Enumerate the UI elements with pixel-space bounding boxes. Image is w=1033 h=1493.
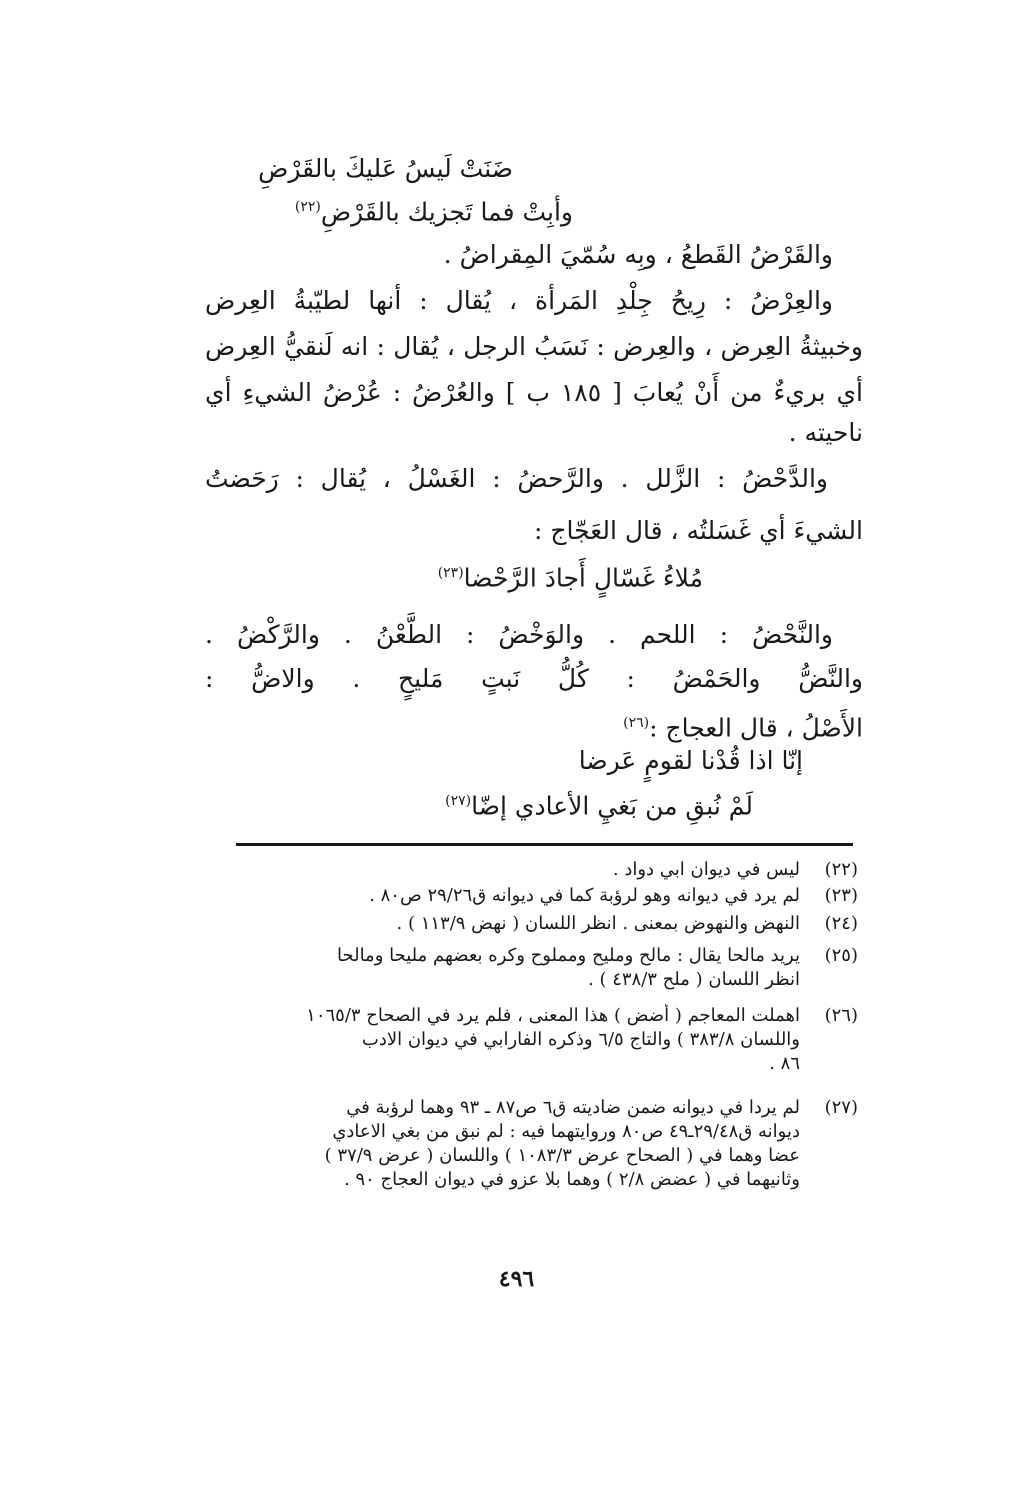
text-line <box>623 706 863 745</box>
text: والقَرْضُ القَطعُ ، وبِه سُمّيَ المِقراضُ . <box>443 240 833 269</box>
footnote-ref: (٢٢) <box>294 199 321 215</box>
footnote-ref: (٢٦) <box>623 715 650 731</box>
verse-line <box>438 556 703 595</box>
text: أي بريءٌ من أَنْ يُعابَ [ ١٨٥ ب ] والعُرْضُ : عُرْضُ الشيءِ أي <box>205 378 864 407</box>
text: والدَّحْضُ : الزَّلل . والرَّحضُ : الغَسْلُ ، يُقال : رَحَضتُ <box>205 464 828 493</box>
footnote-text: انظر اللسان ( ملح ٤٣٨/٣ ) . <box>588 969 800 990</box>
text: وخبيثةُ العِرض ، والعِرض : نَسَبُ الرجل ، يُقال : انه لَنقيُّ العِرض <box>205 332 863 361</box>
text-line <box>205 330 863 364</box>
footnote-divider <box>236 843 853 846</box>
footnote-number: (٢٤) <box>824 913 858 934</box>
footnote-ref: (٢٣) <box>437 565 464 581</box>
verse-line <box>258 152 513 186</box>
footnote-text: النهض والنهوض بمعنى . انظر اللسان ( نهض ١١٣/٩ ) . <box>396 913 800 934</box>
footnote <box>225 1096 858 1192</box>
text-line <box>205 618 833 652</box>
footnote <box>225 1004 858 1076</box>
footnote-text: ليس في ديوان ابي دواد . <box>612 859 800 880</box>
footnote <box>225 858 858 882</box>
text-line <box>205 376 863 410</box>
text: ناحيته . <box>788 418 863 447</box>
text: والنَّضُّ والحَمْضُ : كُلُّ نَبتٍ مَليحٍ . والاضُّ : <box>205 664 863 693</box>
text-line <box>789 416 863 450</box>
verse-text: وأبِتْ فما تَجزيك بالقَرْضِ <box>320 197 573 227</box>
footnote-number: (٢٢) <box>824 859 858 880</box>
text: الشيءَ أي غَسَلتُه ، قال العَجّاج : <box>534 516 863 545</box>
text: الأَصْلُ ، قال العجاج : <box>649 713 863 743</box>
footnote-text: ديوانه ق٢٩/٤٨ـ٤٩ ص٨٠ وروايتهما فيه : لم نبق من بغي الاعادي <box>332 1121 800 1142</box>
verse-line <box>579 744 803 778</box>
text-line <box>534 514 863 548</box>
text-line <box>205 284 833 318</box>
footnote-number: (٢٥) <box>824 945 858 966</box>
footnote-text: لم يرد في ديوانه وهو لرؤبة كما في ديوانه ق٢٩/٢٦ ص٨٠ . <box>369 885 800 906</box>
footnote <box>225 884 858 908</box>
verse-line <box>445 784 753 823</box>
footnote-number: (٢٦) <box>824 1005 858 1026</box>
text-line <box>444 238 833 272</box>
verse-text: ضَنَتْ لَيسُ عَليكَ بالقَرْضِ <box>258 154 513 183</box>
page-number: ٤٩٦ <box>498 1266 535 1292</box>
verse-line <box>295 190 573 229</box>
footnote-text: وثانيهما في ( عضض ٢/٨ ) وهما بلا عزو في ديوان العجاج ٩٠ . <box>344 1169 800 1190</box>
verse-text: مُلاءُ غَسّالٍ أَجادَ الرَّحْضا <box>463 563 703 593</box>
verse-text: لَمْ نُبقِ من بَغيِ الأعادي إضّا <box>471 791 753 821</box>
footnote-text: عضا وهما في ( الصحاح عرض ١٠٨٣/٣ ) واللسان ( عرض ٣٧/٩ ) <box>324 1145 800 1166</box>
footnote-number: (٢٣) <box>824 885 858 906</box>
footnote-ref: (٢٧) <box>445 793 472 809</box>
footnote-text: واللسان ٣٨٣/٨ ) والتاج ٦/٥ وذكره الفارابي في ديوان الادب <box>361 1029 800 1050</box>
footnote-text: ٨٦ . <box>769 1053 800 1074</box>
footnote-number: (٢٧) <box>824 1097 858 1118</box>
footnote <box>225 912 858 936</box>
verse-text: إنّا اذا قُدْنا لقومٍ عَرضا <box>578 746 803 775</box>
text-line <box>205 462 828 496</box>
footnote <box>225 944 858 992</box>
text-line <box>205 662 863 696</box>
footnote-text: يريد مالحا يقال : مالح ومليح ومملوح وكره بعضهم مليحا ومالحا <box>336 945 800 966</box>
text: والنَّحْضُ : اللحم . والوَخْضُ : الطَّعْنُ . والرَّكْضُ . <box>205 620 833 649</box>
text: والعِرْضُ : رِيحُ جِلْدِ المَرأة ، يُقال : أنها لطيّبةُ العِرض <box>205 286 833 315</box>
footnote-text: لم يردا في ديوانه ضمن ضاديته ق٦ ص٨٧ ـ ٩٣ وهما لرؤبة في <box>346 1097 800 1118</box>
footnote-text: اهملت المعاجم ( أضض ) هذا المعنى ، فلم يرد في الصحاح ١٠٦٥/٣ <box>306 1005 800 1026</box>
